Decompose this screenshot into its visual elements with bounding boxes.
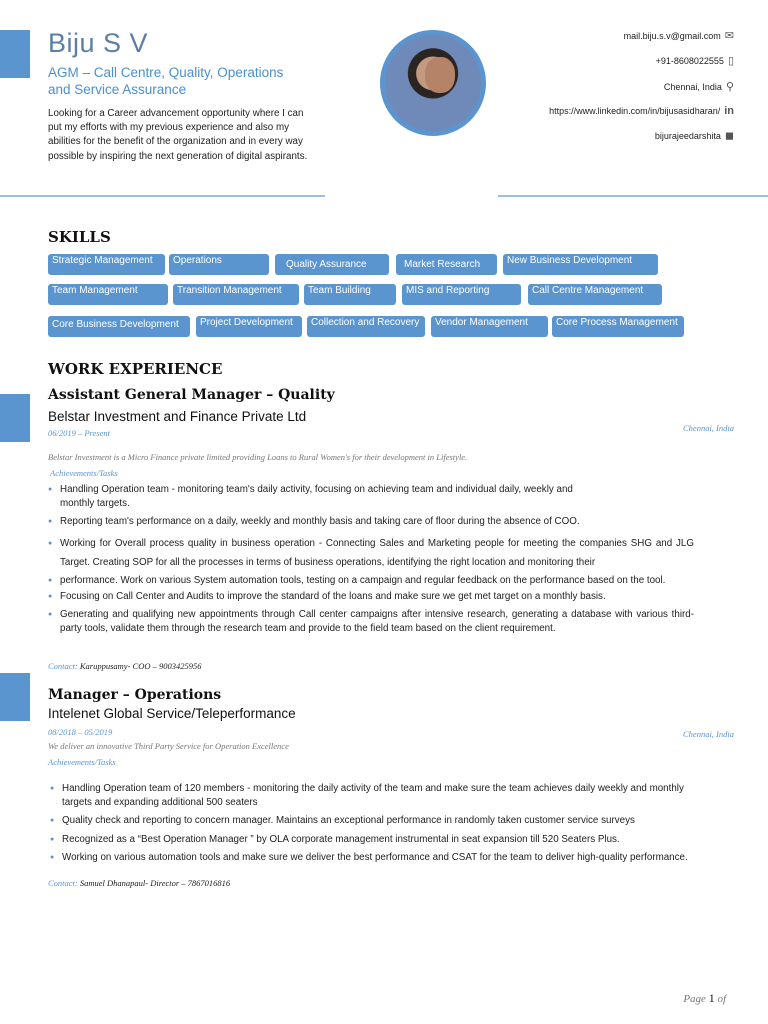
job-bullet: ● Reporting team's performance on a daily, weekly and monthly basis and taking care of floor during the absence of COO. [48,515,694,529]
job-dates: 08/2018 – 05/2019 [48,727,113,737]
skill-tag: Team Building [304,284,396,305]
skill-tag: Transition Management [173,284,299,305]
reference-label: Contact: [48,661,78,671]
contact-phone-text[interactable]: +91-8608022555 [655,56,724,66]
accent-bar-header [0,30,30,78]
job-location: Chennai, India [683,729,734,739]
reference-value: Samuel Dhanapaul- Director – 7867016816 [79,878,231,888]
linkedin-icon: in [724,105,734,117]
reference-label: Contact: [48,878,78,888]
skill-tag: Vendor Management [431,316,548,337]
skill-tag: Team Management [48,284,168,305]
contact-linkedin-text[interactable]: https://www.linkedin.com/in/bijusasidharan/ [549,106,721,116]
reference-value: Karuppusamy- COO – 9003425956 [79,661,202,671]
contact-location-text: Chennai, India [663,82,722,92]
page-label: Page [683,993,706,1005]
job-bullet: ● Generating and qualifying new appointments through Call center campaigns after intensive research, generating a database with various third- party tools, validate them through the research team and provide to the field team based on the client requirement. [48,608,694,635]
page-of-label: of [717,993,726,1005]
mail-icon: ✉ [724,30,734,42]
candidate-title-line-1: AGM – Call Centre, Quality, Operations [48,65,284,80]
skill-tag: Call Centre Management [528,284,662,305]
candidate-name: Biju S V [48,28,149,58]
skill-tag: Strategic Management [48,254,165,275]
job-bullets [50,782,696,865]
job-bullet: ● Working for Overall process quality in business operation - Connecting Sales and Marketing people for meeting the companies SHG and JLG Target. Creating SOP for all the processes in terms of business operations, identifying the right location and monitoring their [48,534,694,572]
accent-bar-job-1 [0,394,30,442]
skill-tag: Project Development [196,316,302,337]
candidate-title-line-2: and Service Assurance [48,82,187,97]
contact-linkedin[interactable] [549,105,734,117]
contact-skype[interactable] [655,129,734,142]
accent-bar-job-2 [0,673,30,721]
job-title: Manager – Operations [48,687,222,703]
profile-photo-face [425,57,455,93]
job-reference [48,661,201,671]
job-bullet: ● Recognized as a “Best Operation Manager ” by OLA corporate management instrumental in seat expansion till 520 Seaters Plus. [50,833,696,847]
profile-summary: Looking for a Career advancement opportunity where I can put my efforts with my previous experience and also my abilities for the benefit of the organization and in every way possible by inspiring the next generation of digital aspirants. [48,108,308,162]
contact-email-text[interactable]: mail.biju.s.v@gmail.com [623,31,721,41]
location-pin-icon: ⚲ [725,81,734,93]
job-bullet: ● Working on various automation tools and make sure we deliver the best performance and CSAT for the team to deliver high-quality performance. [50,851,696,865]
job-bullets [48,483,694,635]
contact-location [664,80,734,93]
skill-tag: Operations [169,254,269,275]
page-number [683,991,726,1006]
achievements-label: Achievements/Tasks [48,757,116,767]
job-location: Chennai, India [683,423,734,433]
achievements-label: Achievements/Tasks [50,468,118,478]
job-bullet: ● Focusing on Call Center and Audits to improve the standard of the loans and make sure we get met target on a monthly basis. [48,590,694,604]
job-description: Belstar Investment is a Micro Finance private limited providing Loans to Rural Women's for their development in Lifestyle. [48,452,468,462]
page-number-value: 1 [708,991,715,1005]
job-title: Assistant General Manager – Quality [48,387,335,403]
contact-skype-text[interactable]: bijurajeedarshita [654,131,721,141]
job-bullet: ● Quality check and reporting to concern manager. Maintains an exceptional performance in randomly taken customer service surveys [50,814,696,828]
job-bullet: ● performance. Work on various System automation tools, testing on a campaign and regular feedback on the performance based on the tool. [48,572,694,589]
contact-email[interactable] [624,29,734,42]
header-rule-left [0,195,325,197]
skill-tag: Core Process Management [552,316,684,337]
work-experience-heading: WORK EXPERIENCE [48,360,223,378]
contact-phone[interactable] [656,54,734,67]
skype-icon: ◼ [724,130,734,142]
skill-tag: Quality Assurance [275,254,389,275]
job-reference [48,878,230,888]
skill-tag: Core Business Development [48,316,190,337]
job-bullet: ● Handling Operation team of 120 members - monitoring the daily activity of the team and make sure the team achieves daily weekly and monthly targets and expanding additional 500 seaters [50,782,702,809]
job-description: We deliver an innovative Third Party Service for Operation Excellence [48,741,289,751]
job-bullet: ● Handling Operation team - monitoring team's daily activity, focusing on achieving team and individual daily, weekly and monthly targets. [48,483,600,510]
job-dates: 06/2019 – Present [48,428,111,438]
phone-icon: ▯ [727,55,734,67]
job-company: Belstar Investment and Finance Private Ltd [48,409,307,424]
skill-tag: Collection and Recovery [307,316,425,337]
skills-heading: SKILLS [48,228,111,246]
skill-tag: Market Research [396,254,497,275]
skill-tag: MIS and Reporting [402,284,521,305]
profile-photo [380,30,486,136]
header-rule-right [498,195,768,197]
candidate-title [48,64,308,98]
job-company: Intelenet Global Service/Teleperformance [48,706,296,721]
skill-tag: New Business Development [503,254,658,275]
